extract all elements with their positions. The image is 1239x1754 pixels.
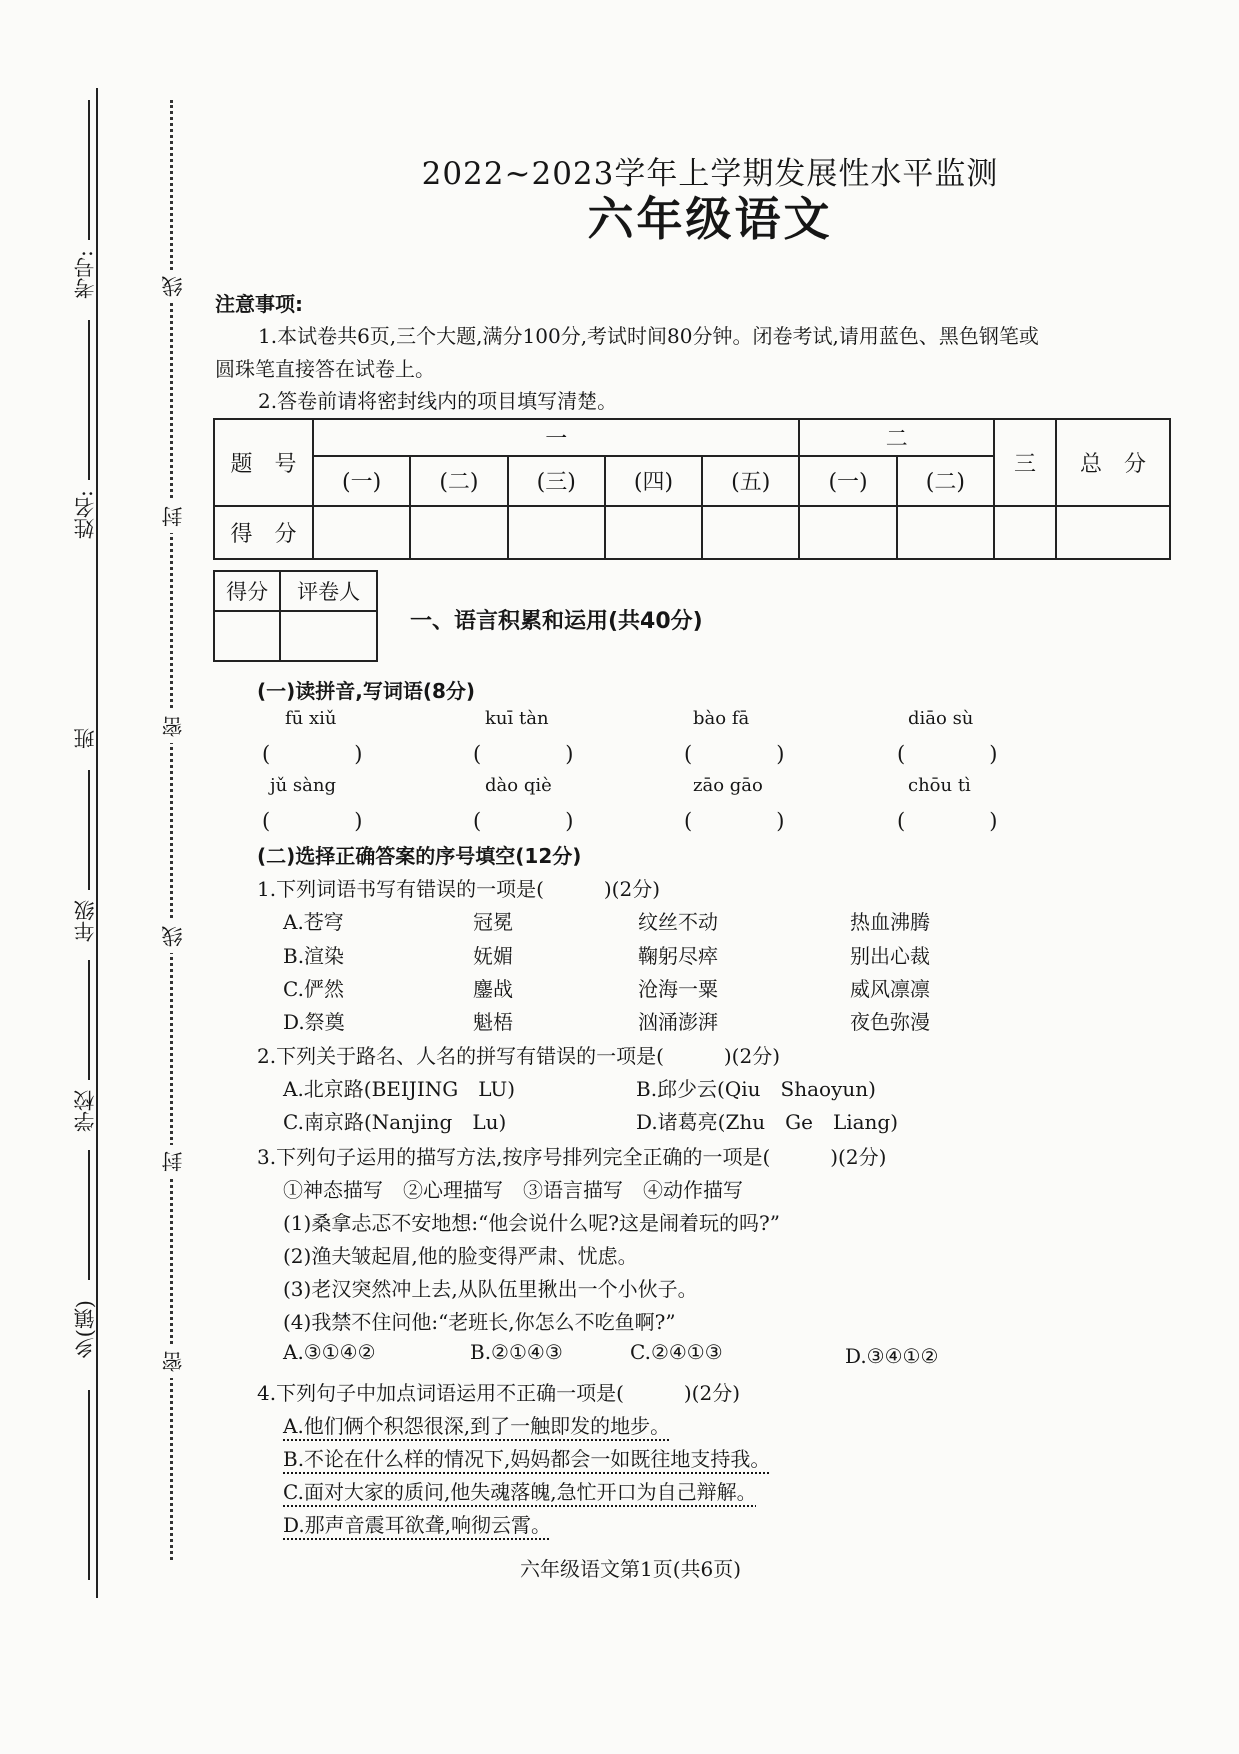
class-blank[interactable] [88,770,90,890]
question-stem: 4.下列句子中加点词语运用不正确一项是( )(2分) [257,1381,741,1405]
school-blank[interactable] [88,1150,90,1280]
seal-word-line-mid: 线 [158,920,188,953]
score-cell[interactable] [702,506,799,559]
option: 别出心裁 [850,944,930,968]
section-two-header: 二 [799,419,994,456]
page-footer: 六年级语文第1页(共6页) [520,1557,742,1581]
grader-name-label: 评卷人 [280,571,377,611]
option: 沧海一粟 [638,977,718,1001]
option: 汹涌澎湃 [638,1010,718,1034]
option: 热血沸腾 [850,910,930,934]
total-header: 总 分 [1056,419,1170,506]
notes-item: 1.本试卷共6页,三个大题,满分100分,考试时间80分钟。闭卷考试,请用蓝色、黑色钢笔或 [258,324,1039,348]
pinyin: diāo sù [908,708,974,729]
question-stem: 1.下列词语书写有错误的一项是( )(2分) [257,877,661,901]
pinyin: dào qiè [485,775,552,796]
sub-header: (三) [508,456,605,507]
grade-blank[interactable] [88,960,90,1080]
option: D.那声音震耳欲聋,响彻云霄。 [283,1513,552,1537]
answer-blank[interactable]: ( ) [262,809,363,833]
part-one-heading: 一、语言积累和运用(共40分) [410,609,703,634]
option: C.南京路(Nanjing Lu) [283,1110,507,1134]
pinyin: chōu tì [908,775,971,796]
binding-dotted-line [170,100,173,1560]
option: 魁梧 [473,1010,513,1034]
score-row-label: 得 分 [214,506,313,559]
score-cell[interactable] [313,506,410,559]
grade-label: 年级 [73,900,97,942]
name-blank[interactable] [88,320,90,480]
option: 夜色弥漫 [850,1010,930,1034]
option: 威风凛凛 [850,977,930,1001]
score-cell[interactable] [1056,506,1170,559]
seal-word-line-top: 线 [158,270,188,303]
answer-blank[interactable]: ( ) [684,809,785,833]
q1-heading: (一)读拼音,写词语(8分) [257,679,476,703]
grader-score-cell[interactable] [214,611,280,661]
option: B.②①④③ [470,1340,563,1364]
seal-word-seal-mid: 封 [158,1145,188,1178]
score-cell[interactable] [605,506,702,559]
score-table [213,418,1171,560]
option: 鞠躬尽瘁 [638,944,718,968]
exam-title: 2022~2023学年上学期发展性水平监测 [421,156,999,192]
pinyin: bào fā [693,708,750,729]
exam-no-label: 考号: [73,250,97,300]
answer-blank[interactable]: ( ) [262,742,363,766]
binding-solid-line [96,88,98,1598]
option: 妩媚 [473,944,513,968]
sentence: (2)渔夫皱起眉,他的脸变得严肃、忧虑。 [283,1244,638,1268]
option: 鏖战 [473,977,513,1001]
question-stem: 2.下列关于路名、人名的拼写有错误的一项是( )(2分) [257,1044,781,1068]
option: 纹丝不动 [638,910,718,934]
score-cell[interactable] [897,506,994,559]
option: A.③①④② [283,1340,376,1364]
score-col-title: 题 号 [214,419,313,506]
pinyin: zāo gāo [693,775,763,796]
option: A.北京路(BEIJING LU) [283,1077,516,1101]
pinyin: jǔ sàng [270,775,336,796]
answer-blank[interactable]: ( ) [473,809,574,833]
option: D.诸葛亮(Zhu Ge Liang) [636,1110,899,1134]
score-cell[interactable] [994,506,1056,559]
town-blank[interactable] [88,1390,90,1580]
option: B.邱少云(Qiu Shaoyun) [636,1077,876,1101]
school-label: 学校 [73,1090,97,1132]
question-stem: 3.下列句子运用的描写方法,按序号排列完全正确的一项是( )(2分) [257,1145,887,1169]
option: C.俨然 [283,977,344,1001]
sub-header: (五) [702,456,799,507]
sub-header: (二) [410,456,507,507]
option: D.③④①② [845,1344,939,1368]
seal-word-secret-top: 密 [158,710,188,743]
sentence: (4)我禁不住问他:“老班长,你怎么不吃鱼啊?” [283,1310,676,1334]
sub-header: (二) [897,456,994,507]
pinyin: fū xiǔ [285,708,337,729]
sub-header: (一) [799,456,896,507]
sentence: (3)老汉突然冲上去,从队伍里揪出一个小伙子。 [283,1277,698,1301]
seal-word-secret-bottom: 密 [158,1345,188,1378]
seal-word-seal-top: 封 [158,500,188,533]
option: 冠冕 [473,910,513,934]
answer-blank[interactable]: ( ) [473,742,574,766]
exam-subject: 六年级语文 [587,192,833,246]
section-one-header: 一 [313,419,799,456]
grader-name-cell[interactable] [280,611,377,661]
notes-heading: 注意事项: [215,292,303,316]
q2-heading: (二)选择正确答案的序号填空(12分) [257,844,582,868]
score-cell[interactable] [508,506,605,559]
option: A.他们俩个积怨很深,到了一触即发的地步。 [283,1414,671,1438]
sub-header: (四) [605,456,702,507]
pinyin: kuī tàn [485,708,549,729]
answer-blank[interactable]: ( ) [897,742,998,766]
answer-blank[interactable]: ( ) [684,742,785,766]
method-list: ①神态描写 ②心理描写 ③语言描写 ④动作描写 [283,1178,743,1202]
section-three-header: 三 [994,419,1056,506]
notes-item: 2.答卷前请将密封线内的项目填写清楚。 [258,389,618,413]
score-cell[interactable] [410,506,507,559]
town-label: 乡(镇) [73,1300,97,1359]
notes-item: 圆珠笔直接答在试卷上。 [215,357,435,381]
sentence: (1)桑拿忐忑不安地想:“他会说什么呢?这是闹着玩的吗?” [283,1211,780,1235]
name-label: 姓名: [73,490,97,540]
option: C.②④①③ [630,1340,723,1364]
option: D.祭奠 [283,1010,345,1034]
option: B.渲染 [283,944,345,968]
class-label: 班 [73,728,97,749]
exam-no-blank[interactable] [88,100,90,240]
grader-box [213,570,378,662]
answer-blank[interactable]: ( ) [897,809,998,833]
grader-score-label: 得分 [214,571,280,611]
score-cell[interactable] [799,506,896,559]
option: C.面对大家的质问,他失魂落魄,急忙开口为自己辩解。 [283,1480,757,1504]
sub-header: (一) [313,456,410,507]
option: B.不论在什么样的情况下,妈妈都会一如既往地支持我。 [283,1447,771,1471]
option: A.苍穹 [283,910,344,934]
